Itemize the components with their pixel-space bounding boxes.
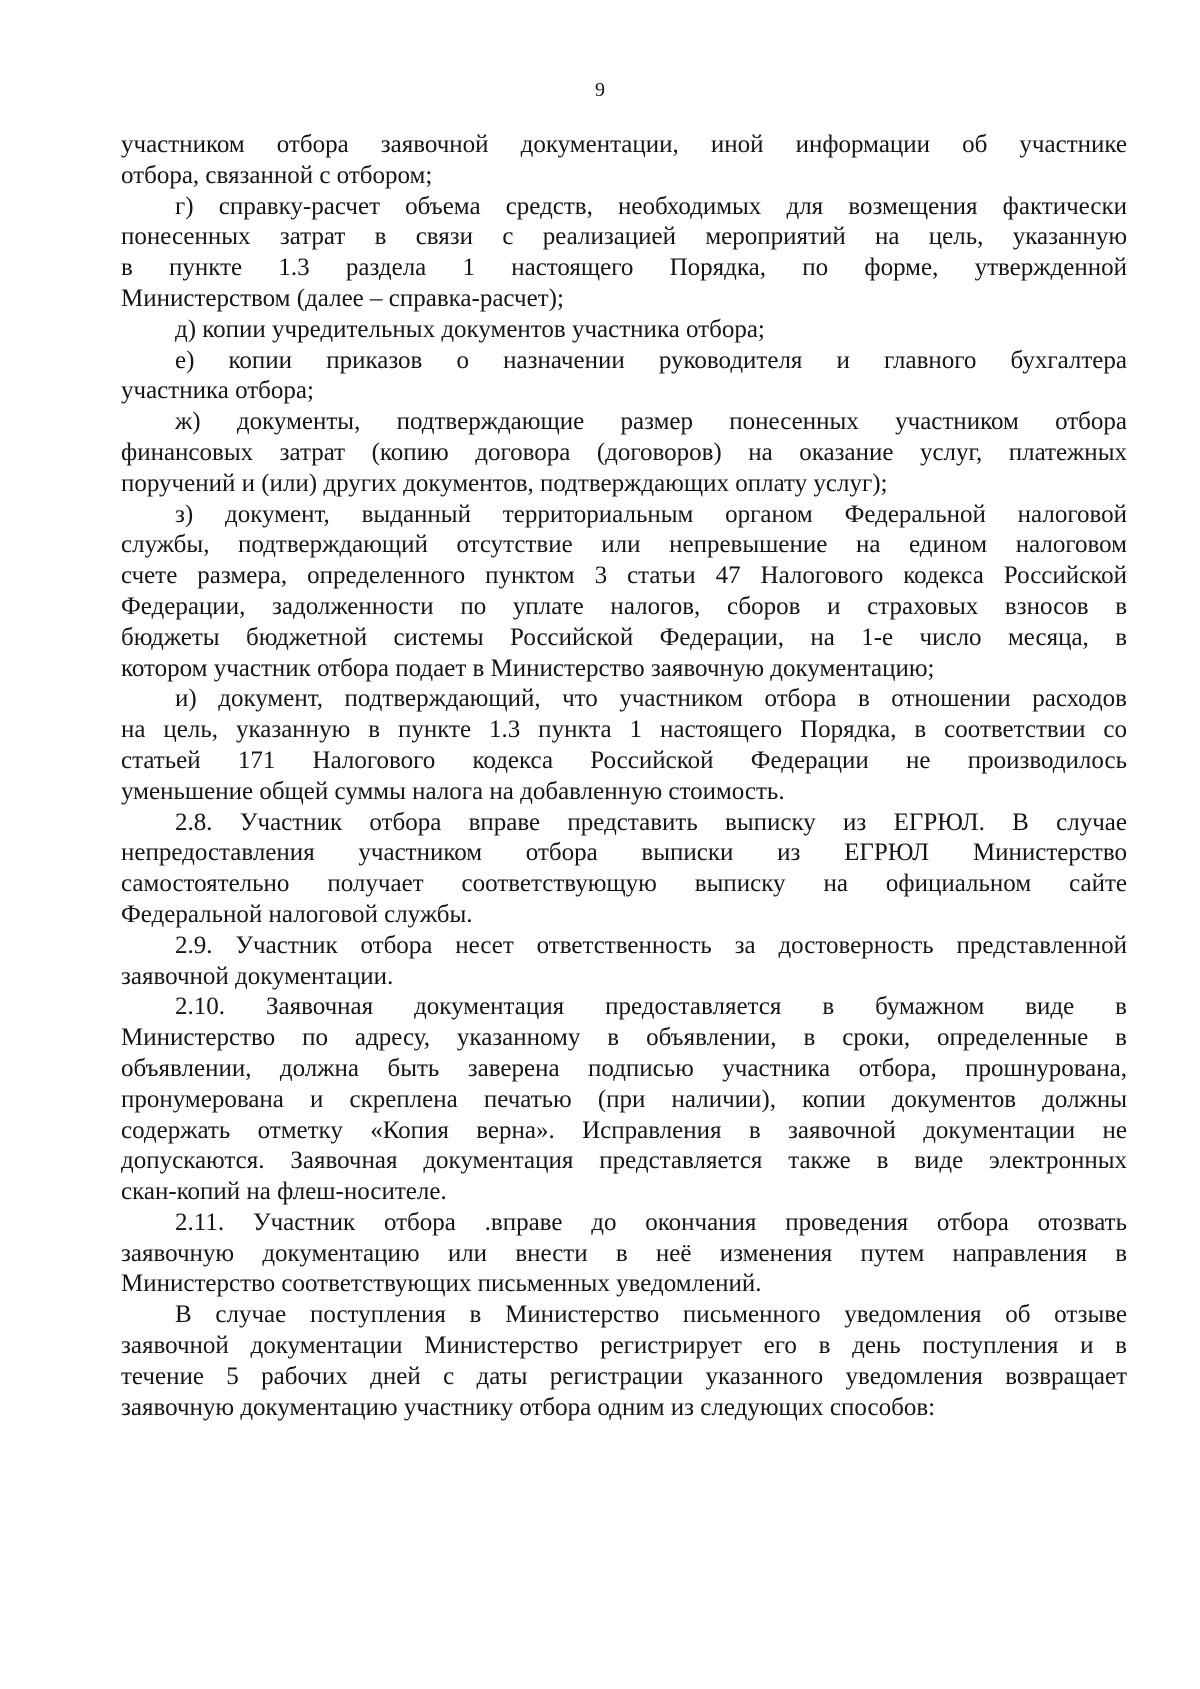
paragraph [121, 992, 1127, 1208]
text-line: Министерством (далее – справка-расчет); [121, 284, 564, 312]
text-line: финансовых затрат (копию договора (договоров) на оказание услуг, платежных [121, 438, 1127, 466]
text-line: самостоятельно получает соответствующую выписку на официальном сайте [121, 870, 1127, 898]
paragraph [121, 1300, 1127, 1423]
text-line: 2.11. Участник отбора .вправе до окончания проведения отбора отозвать [175, 1208, 1127, 1236]
text-line: 2.8. Участник отбора вправе представить выписку из ЕГРЮЛ. В случае [175, 808, 1127, 836]
paragraph [121, 346, 1127, 408]
text-line: объявлении, должна быть заверена подписью участника отбора, прошнурована, [121, 1054, 1127, 1082]
text-line: течение 5 рабочих дней с даты регистрации указанного уведомления возвращает [121, 1362, 1127, 1390]
text-line: Федеральной налоговой службы. [121, 900, 473, 928]
text-line: статьей 171 Налогового кодекса Российской Федерации не производилось [121, 746, 1127, 774]
text-line: заявочной документации Министерство регистрирует его в день поступления и в [121, 1332, 1127, 1360]
text-line: участником отбора заявочной документации, иной информации об участнике [121, 131, 1127, 158]
text-line: 2.10. Заявочная документация предоставляется в бумажном виде в [175, 993, 1127, 1021]
text-line: непредоставления участником отбора выписки из ЕГРЮЛ Министерство [121, 839, 1127, 867]
text-line: котором участник отбора подает в Министерство заявочную документацию; [121, 654, 935, 682]
paragraph [121, 931, 1127, 993]
paragraph [121, 192, 1127, 315]
text-line: в пункте 1.3 раздела 1 настоящего Порядка, по форме, утвержденной [121, 254, 1127, 282]
paragraph [121, 684, 1127, 807]
paragraph [121, 500, 1127, 685]
text-line: Министерство по адресу, указанному в объявлении, в сроки, определенные в [121, 1024, 1127, 1052]
text-line: ж) документы, подтверждающие размер понесенных участником отбора [175, 408, 1127, 436]
text-line: Министерство соответствующих письменных уведомлений. [121, 1270, 762, 1298]
text-line: и) документ, подтверждающий, что участником отбора в отношении расходов [175, 685, 1127, 713]
text-line: заявочной документации. [121, 962, 394, 990]
text-line: Федерации, задолженности по уплате налогов, сборов и страховых взносов в [121, 592, 1127, 620]
text-line: отбора, связанной с отбором; [121, 161, 433, 189]
text-line: допускаются. Заявочная документация представляется также в виде электронных [121, 1147, 1127, 1175]
text-line: г) справку-расчет объема средств, необходимых для возмещения фактически [175, 192, 1127, 220]
text-line: службы, подтверждающий отсутствие или непревышение на едином налоговом [121, 531, 1127, 559]
text-line: поручений и (или) других документов, подтверждающих оплату услуг); [121, 469, 888, 497]
text-line: бюджеты бюджетной системы Российской Федерации, на 1-е число месяца, в [121, 623, 1127, 651]
text-line: содержать отметку «Копия верна». Исправления в заявочной документации не [121, 1116, 1127, 1144]
text-line: заявочную документацию или внести в неё изменения путем направления в [121, 1239, 1127, 1267]
text-line: д) копии учредительных документов участника отбора; [175, 315, 765, 343]
text-line: счете размера, определенного пунктом 3 статьи 47 Налогового кодекса Российской [121, 562, 1127, 590]
text-line: понесенных затрат в связи с реализацией мероприятий на цель, указанную [121, 223, 1127, 251]
text-line: участника отбора; [121, 377, 314, 405]
text-line: е) копии приказов о назначении руководителя и главного бухгалтера [175, 346, 1127, 374]
paragraph [121, 808, 1127, 931]
document-body [121, 130, 1127, 1423]
text-line: В случае поступления в Министерство письменного уведомления об отзыве [175, 1301, 1127, 1329]
text-line: уменьшение общей суммы налога на добавленную стоимость. [121, 777, 785, 805]
text-line: пронумерована и скреплена печатью (при наличии), копии документов должны [121, 1085, 1127, 1113]
text-line: заявочную документацию участнику отбора одним из следующих способов: [121, 1393, 936, 1421]
text-line: 2.9. Участник отбора несет ответственность за достоверность представленной [175, 931, 1127, 959]
page-number: 9 [595, 79, 605, 101]
paragraph [121, 1208, 1127, 1300]
paragraph [121, 407, 1127, 499]
text-line: на цель, указанную в пункте 1.3 пункта 1 настоящего Порядка, в соответствии со [121, 716, 1127, 744]
paragraph [121, 130, 1127, 192]
text-line: скан-копий на флеш-носителе. [121, 1178, 447, 1206]
text-line: з) документ, выданный территориальным органом Федеральной налоговой [175, 500, 1127, 528]
paragraph [121, 315, 1127, 346]
